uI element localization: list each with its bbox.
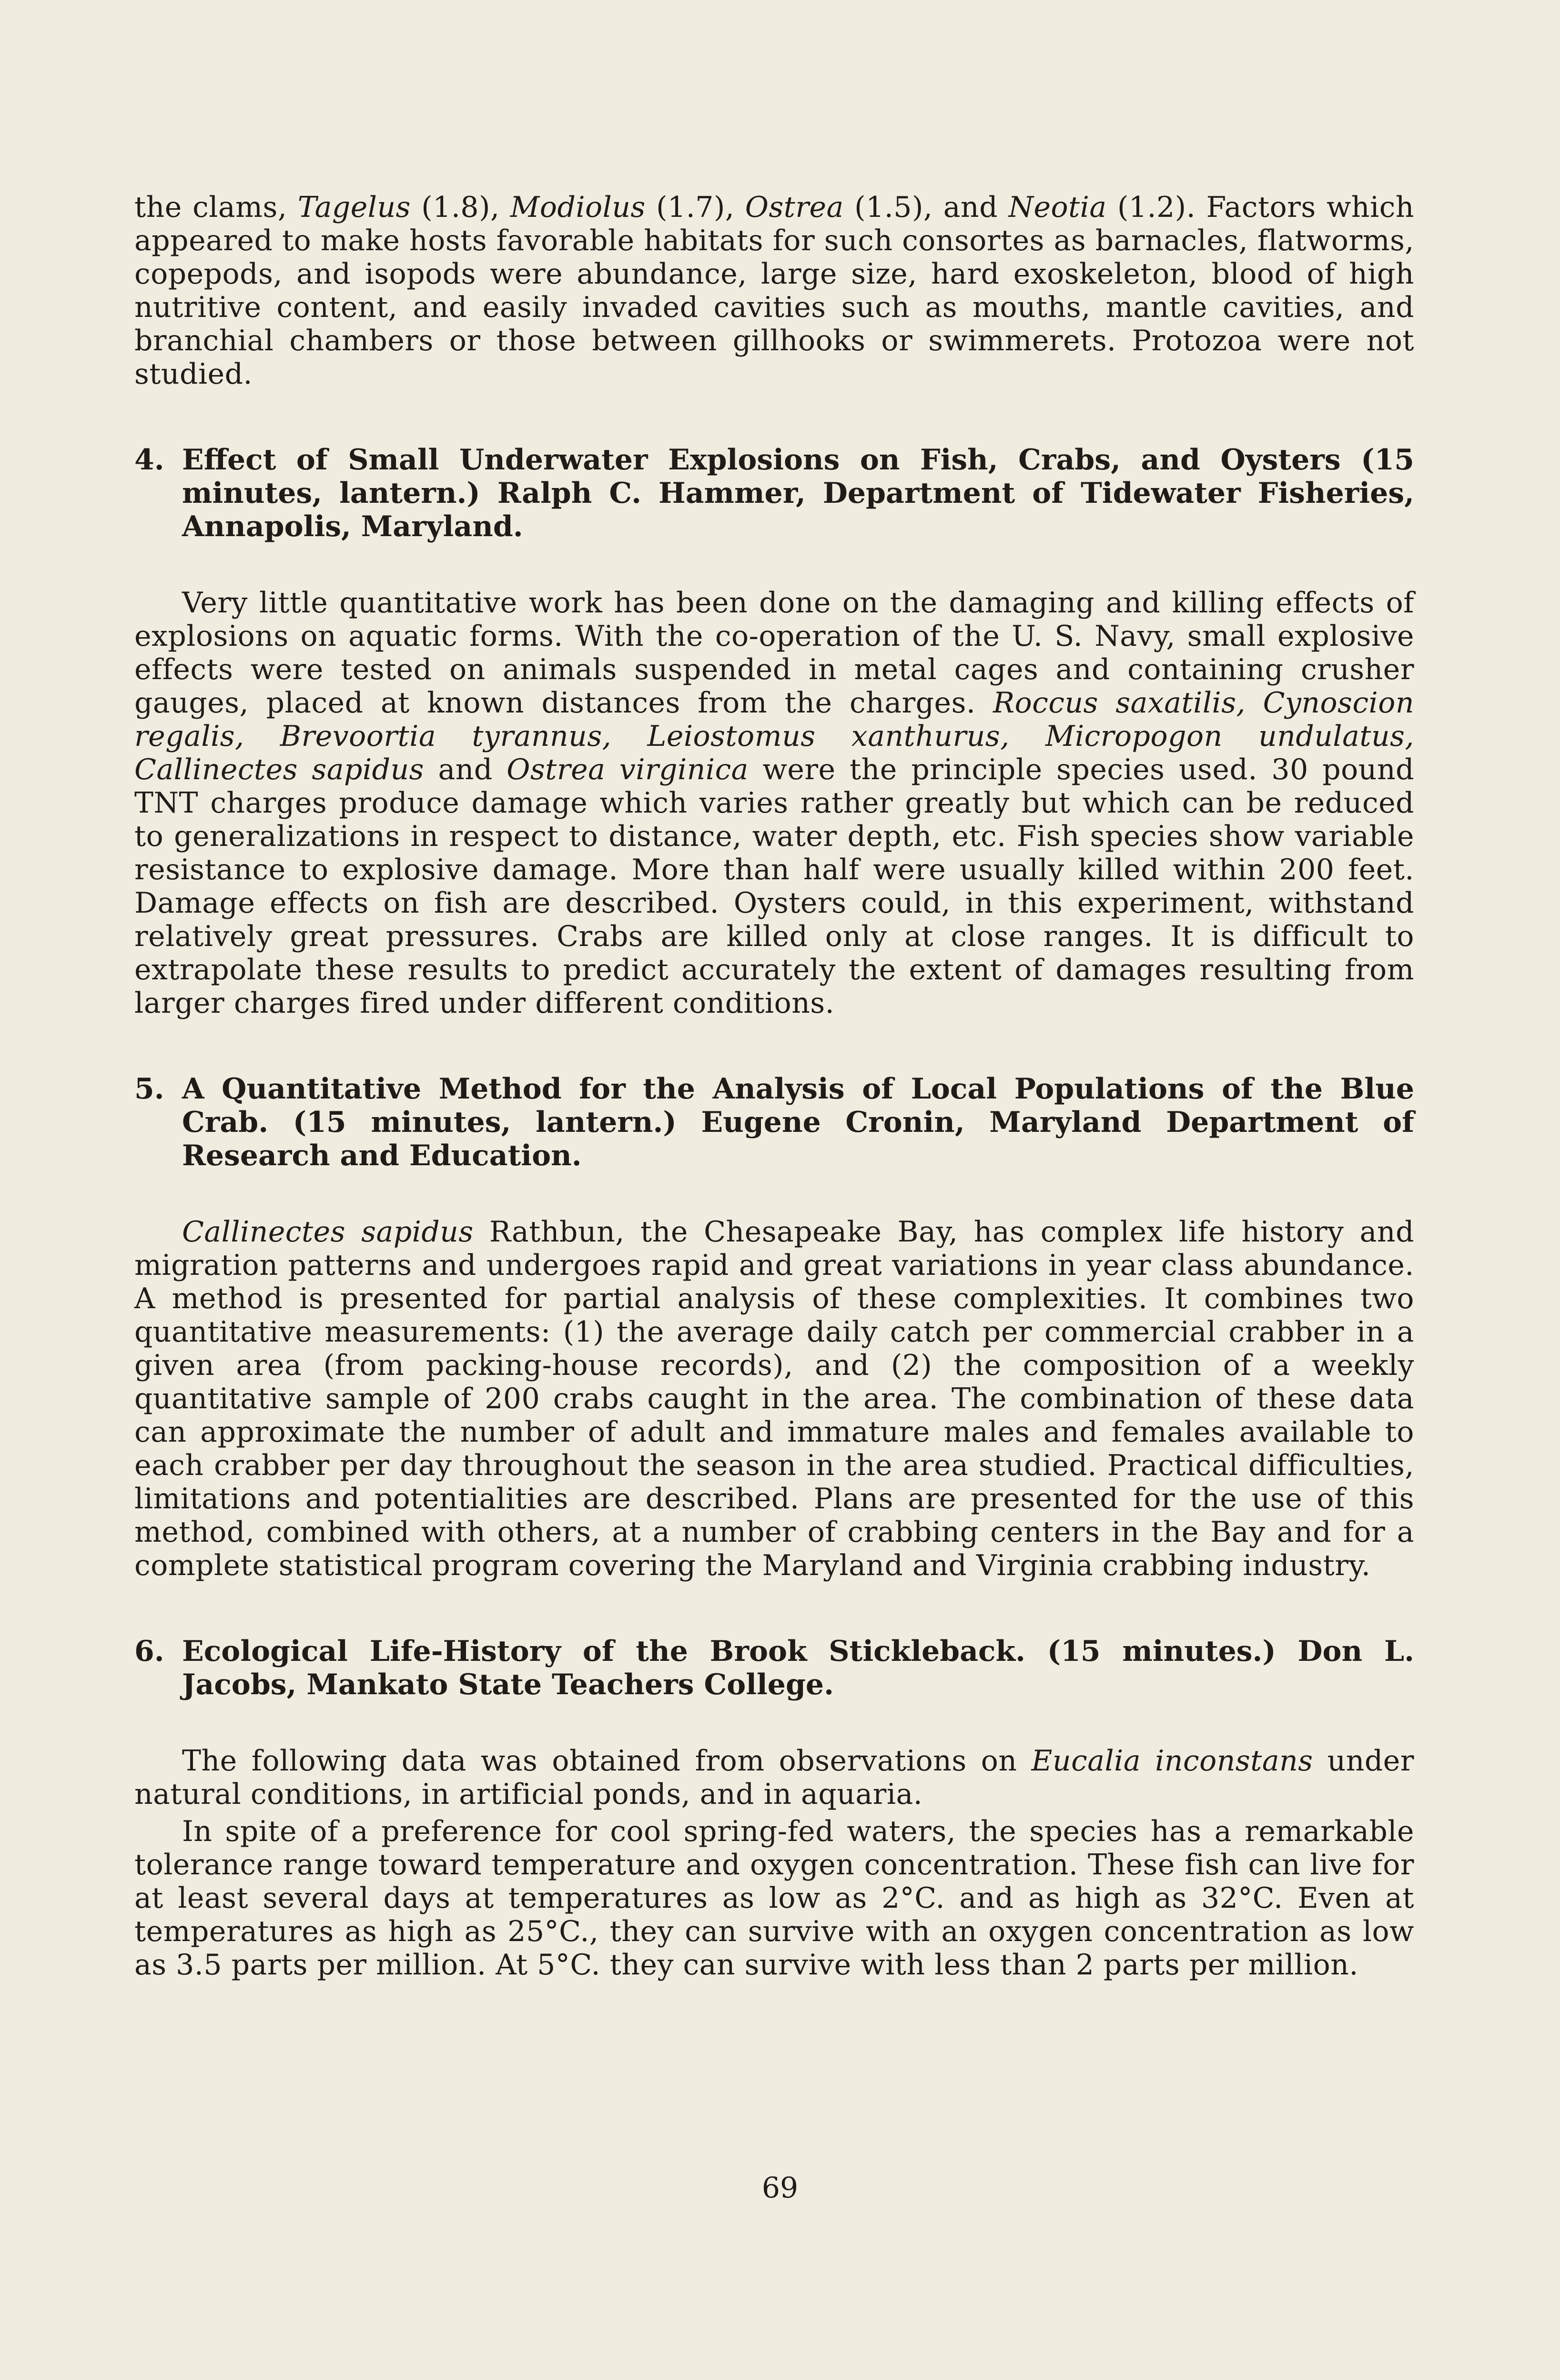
abstract-heading: [134, 1072, 1414, 1172]
abstract-number: 6.: [134, 1635, 164, 1668]
abstract-heading: [134, 443, 1414, 543]
abstract-heading: [134, 1635, 1414, 1701]
species-list: Roccus saxatilis, Cynoscion regalis, Brevoortia tyrannus, Leiostomus xanthurus, Micropogon undulatus, Callinectes sapidus: [134, 686, 1415, 786]
abstract-title: Ecological Life-History of the Brook Stickleback. (15 minutes.) Don L. Jacobs, Mankato State Teachers College.: [182, 1635, 1414, 1701]
species-name: Eucalia inconstans: [1031, 1744, 1313, 1778]
page-number: 69: [761, 2171, 799, 2205]
species-name: Ostrea virginica: [506, 753, 749, 786]
abstract-title: Effect of Small Underwater Explosions on Fish, Crabs, and Oysters (15 minutes, lantern.) Ralph C. Hammer, Department of Tidewater Fisheries, Annapolis, Maryland.: [182, 443, 1414, 543]
abstract-section-5: [134, 1072, 1414, 1582]
abstract-title: A Quantitative Method for the Analysis of Local Populations of the Blue Crab. (15 minutes, lantern.) Eugene Cronin, Maryland Department of Research and Education.: [182, 1072, 1414, 1172]
abstract-number: 4.: [134, 443, 164, 477]
intro-paragraph: the clams, Tagelus (1.8), Modiolus (1.7), Ostrea (1.5), and Neotia (1.2). Factors which appeared to make hosts favorable habitats for such consortes as barnacles, flatworms, copepods, and isopods were abundance, large size, hard exoskeleton, blood of high nutritive content, and easily invaded cavities such as mouths, mantle cavities, and branchial chambers or those between gillhooks or swimmerets. Protozoa were not studied.: [134, 191, 1415, 391]
species-name: Modiolus: [510, 191, 646, 224]
species-name: Tagelus: [297, 191, 411, 224]
abstract-paragraph: In spite of a preference for cool spring-fed waters, the species has a remarkable tolerance range toward temperature and oxygen concentration. These fish can live for at least several days at temperatures as low as 2°C. and as high as 32°C. Even at temperatures as high as 25°C., they can survive with an oxygen concentration as low as 3.5 parts per million. At 5°C. they can survive with less than 2 parts per million.: [134, 1815, 1414, 1982]
species-name: Neotia: [1008, 191, 1107, 224]
species-name: Ostrea: [745, 191, 844, 224]
abstract-section-4: [134, 443, 1414, 1020]
abstract-paragraph: Very little quantitative work has been done on the damaging and killing effects of explosions on aquatic forms. With the co-operation of the U. S. Navy, small explosive effects were tested on animals suspended in metal cages and containing crusher gauges, placed at known distances from the charges. Roccus saxatilis, Cynoscion regalis, Brevoortia tyrannus, Leiostomus xanthurus, Micropogon undulatus, Callinectes sapidus and Ostrea virginica were the principle species used. 30 pound TNT charges produce damage which varies rather greatly but which can be reduced to generalizations in respect to distance, water depth, etc. Fish species show variable resistance to explosive damage. More than half were usually killed within 200 feet. Damage effects on fish are described. Oysters could, in this experiment, withstand relatively great pressures. Crabs are killed only at close ranges. It is difficult to extrapolate these results to predict accurately the extent of damages resulting from larger charges fired under different conditions.: [134, 586, 1415, 1020]
abstract-paragraph: The following data was obtained from observations on Eucalia inconstans under natural conditions, in artificial ponds, and in aquaria.: [134, 1744, 1415, 1811]
abstract-paragraph: Callinectes sapidus Rathbun, the Chesapeake Bay, has complex life history and migration patterns and undergoes rapid and great variations in year class abundance. A method is presented for partial analysis of these complexities. It combines two quantitative measurements: (1) the average daily catch per commercial crabber in a given area (from packing-house records), and (2) the composition of a weekly quantitative sample of 200 crabs caught in the area. The combination of these data can approximate the number of adult and immature males and females available to each crabber per day throughout the season in the area studied. Practical difficulties, limitations and potentialities are described. Plans are presented for the use of this method, combined with others, at a number of crabbing centers in the Bay and for a complete statistical program covering the Maryland and Virginia crabbing industry.: [134, 1215, 1414, 1582]
abstract-section-6: [134, 1635, 1414, 1982]
page-content: [134, 191, 1414, 1982]
abstract-number: 5.: [134, 1072, 164, 1106]
species-name: Callinectes sapidus: [182, 1215, 474, 1249]
